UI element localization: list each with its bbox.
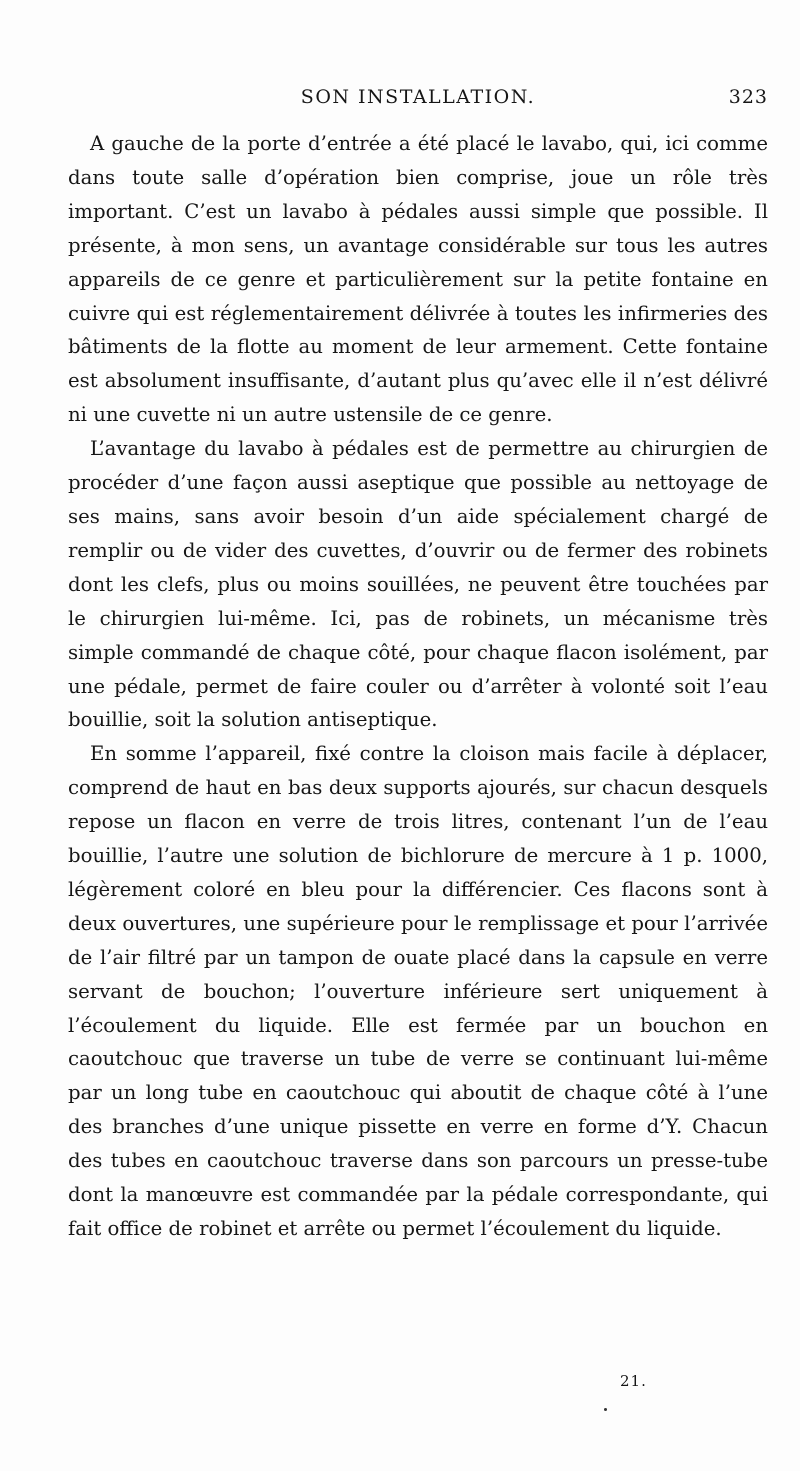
body-text <box>68 127 768 1246</box>
paragraph-lavabo-intro: A gauche de la porte d’entrée a été placé le lavabo, qui, ici comme dans toute salle d’opération bien comprise, joue un rôle très important. C’est un lavabo à pédales aussi simple que possible. Il présente, à mon sens, un avantage considérable sur tous les autres appareils de ce genre et particulièrement sur la petite fontaine en cuivre qui est réglementairement délivrée à toutes les infirmeries des bâtiments de la flotte au moment de leur armement. Cette fontaine est absolument insuffisante, d’autant plus qu’avec elle il n’est délivré ni une cuvette ni un autre ustensile de ce genre. <box>68 132 768 427</box>
paragraph-apparatus-description: En somme l’appareil, fixé contre la cloison mais facile à déplacer, comprend de haut en bas deux supports ajourés, sur chacun desquels repose un flacon en verre de trois litres, contenant l’un de l’eau bouillie, l’autre une solution de bichlorure de mercure à 1 p. 1000, légèrement coloré en bleu pour la différencier. Ces flacons sont à deux ouvertures, une supérieure pour le remplissage et pour l’arrivée de l’air filtré par un tampon de ouate placé dans la capsule en verre servant de bouchon; l’ouverture inférieure sert uniquement à l’écoulement du liquide. Elle est fermée par un bouchon en caoutchouc que traverse un tube de verre se continuant lui-même par un long tube en caoutchouc qui aboutit de chaque côté à l’une des branches d’une unique pissette en verre en forme d’Y. Chacun des tubes en caoutchouc traverse dans son parcours un presse-tube dont la manœuvre est commandée par la pédale correspondante, qui fait office de robinet et arrête ou permet l’écoulement du liquide. <box>68 742 768 1240</box>
print-speck <box>604 1408 607 1411</box>
running-head: SON INSTALLATION. <box>300 86 536 108</box>
page-number: 323 <box>728 86 768 108</box>
paragraph-lavabo-advantage: L’avantage du lavabo à pédales est de permettre au chirurgien de procéder d’une façon aussi aseptique que possible au nettoyage de ses mains, sans avoir besoin d’un aide spécialement chargé de remplir ou de vider des cuvettes, d’ouvrir ou de fermer des robinets dont les clefs, plus ou moins souillées, ne peuvent être touchées par le chirurgien lui-même. Ici, pas de robinets, un mécanisme très simple commandé de chaque côté, pour chaque flacon isolément, par une pédale, permet de faire couler ou d’arrêter à volonté soit l’eau bouillie, soit la solution antiseptique. <box>68 437 768 732</box>
page-header <box>68 86 768 116</box>
signature-mark: 21. <box>620 1372 647 1390</box>
